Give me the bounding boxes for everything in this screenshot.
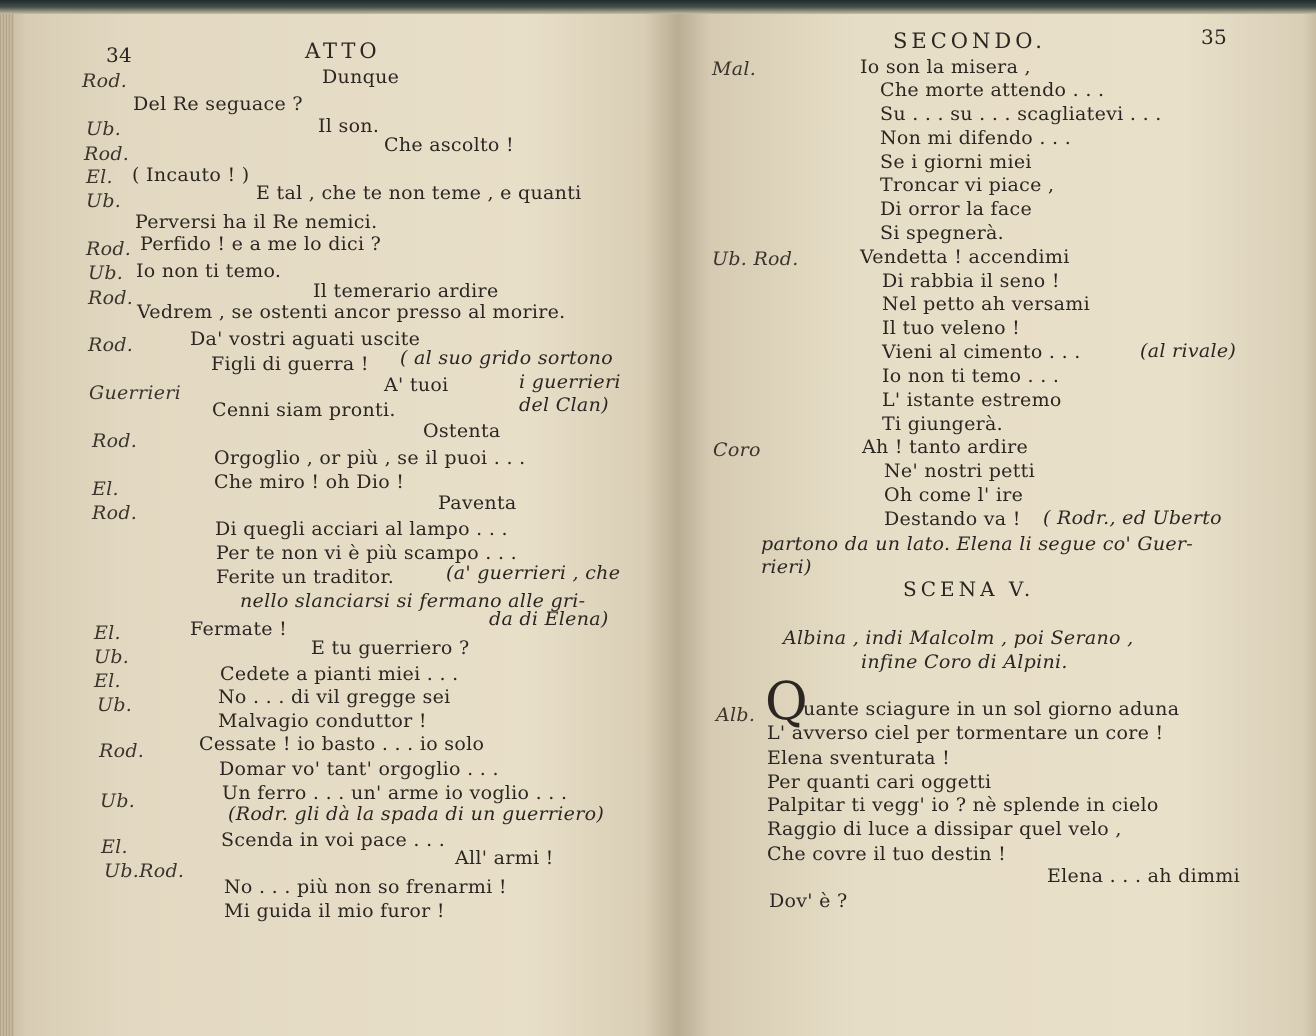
speaker: Rod. xyxy=(99,740,145,762)
verse-line: Ne' nostri petti xyxy=(884,460,1035,482)
verse-line: Destando va ! xyxy=(884,508,1021,530)
stage-direction: (al rivale) xyxy=(1140,340,1237,362)
verse-line: Che morte attendo . . . xyxy=(880,79,1105,101)
verse-line: L' avverso ciel per tormentare un core ! xyxy=(767,722,1164,744)
verse-line: Cenni siam pronti. xyxy=(212,399,396,421)
stage-direction: nello slanciarsi si fermano alle gri- xyxy=(240,590,586,612)
speaker: El. xyxy=(101,836,128,858)
speaker: Ub. xyxy=(100,790,136,812)
verse-line: Del Re seguace ? xyxy=(133,93,303,115)
stage-direction: ( Rodr., ed Uberto xyxy=(1043,507,1222,529)
verse-line: Per te non vi è più scampo . . . xyxy=(216,542,517,564)
speaker: El. xyxy=(94,670,121,692)
verse-line: Il tuo veleno ! xyxy=(882,317,1021,339)
verse-line: Non mi difendo . . . xyxy=(880,127,1072,149)
stage-direction: (a' guerrieri , che xyxy=(446,562,621,584)
speaker: Guerrieri xyxy=(89,382,182,404)
verse-line: Oh come l' ire xyxy=(884,484,1024,506)
speaker: Rod. xyxy=(88,334,134,356)
verse-line: Si spegnerà. xyxy=(880,222,1004,244)
verse-line: Vedrem , se ostenti ancor presso al morire. xyxy=(137,301,566,323)
verse-line: Che miro ! oh Dio ! xyxy=(214,471,405,493)
speaker: Rod. xyxy=(92,502,138,524)
scene-characters: Albina , indi Malcolm , poi Serano , xyxy=(783,627,1134,649)
verse-line: Il temerario ardire xyxy=(313,280,499,302)
verse-line: No . . . più non so frenarmi ! xyxy=(224,876,507,898)
speaker: El. xyxy=(92,478,119,500)
speaker: Ub. xyxy=(94,646,130,668)
stage-direction: rieri) xyxy=(761,556,812,578)
speaker: Ub. xyxy=(86,118,122,140)
speaker: Rod. xyxy=(84,143,130,165)
verse-line: Per quanti cari oggetti xyxy=(767,771,992,793)
verse-line: Mi guida il mio furor ! xyxy=(224,900,445,922)
stage-direction: ( al suo grido sortono xyxy=(400,347,613,369)
speaker: Coro xyxy=(713,439,761,461)
drop-cap: Q xyxy=(765,672,808,732)
verse-line: A' tuoi xyxy=(384,374,449,396)
verse-line: Vieni al cimento . . . xyxy=(882,341,1081,363)
verse-line: Troncar vi piace , xyxy=(880,174,1055,196)
page-number-left: 34 xyxy=(106,43,133,67)
verse-line: Nel petto ah versami xyxy=(882,293,1090,315)
speaker: Ub. xyxy=(88,262,124,284)
scene-heading: SCENA V. xyxy=(903,577,1035,601)
verse-line: Malvagio conduttor ! xyxy=(218,710,427,732)
verse-line: Elena . . . ah dimmi xyxy=(1047,865,1240,887)
verse-line: Che covre il tuo destin ! xyxy=(767,843,1007,865)
verse-line: Di quegli acciari al lampo . . . xyxy=(215,518,508,540)
running-header-right: SECONDO. xyxy=(893,29,1046,53)
verse-line: Domar vo' tant' orgoglio . . . xyxy=(219,758,499,780)
speaker: El. xyxy=(94,622,121,644)
verse-line: Orgoglio , or più , se il puoi . . . xyxy=(214,447,526,469)
speaker: Ub. Rod. xyxy=(712,248,799,270)
verse-line: Vendetta ! accendimi xyxy=(860,246,1070,268)
verse-line: All' armi ! xyxy=(455,847,554,869)
verse-line: Se i giorni miei xyxy=(880,151,1032,173)
verse-line: Ah ! tanto ardire xyxy=(862,436,1029,458)
page-edges xyxy=(0,0,14,1036)
verse-line: Perversi ha il Re nemici. xyxy=(135,211,378,233)
running-header-left: ATTO xyxy=(305,39,381,63)
verse-line: uante sciagure in un sol giorno aduna xyxy=(803,698,1180,720)
verse-line: Il son. xyxy=(318,115,380,137)
verse-line: Ostenta xyxy=(423,420,501,442)
stage-direction: da di Elena) xyxy=(489,608,609,630)
speaker: El. xyxy=(86,166,113,188)
verse-line: Elena sventurata ! xyxy=(767,747,951,769)
verse-line: Scenda in voi pace . . . xyxy=(221,829,446,851)
speaker: Mal. xyxy=(712,58,757,80)
verse-line: Dunque xyxy=(322,66,400,88)
speaker: Ub.Rod. xyxy=(104,860,185,882)
verse-line: Di rabbia il seno ! xyxy=(882,270,1060,292)
verse-line: Palpitar ti vegg' io ? nè splende in cielo xyxy=(767,794,1159,816)
verse-line: Io son la misera , xyxy=(860,56,1031,78)
verse-line: Da' vostri aguati uscite xyxy=(190,328,421,350)
verse-line: Ferite un traditor. xyxy=(216,566,395,588)
verse-line: No . . . di vil gregge sei xyxy=(218,686,451,708)
verse-line: Un ferro . . . un' arme io voglio . . . xyxy=(222,782,568,804)
stage-direction: partono da un lato. Elena li segue co' Guer- xyxy=(761,533,1193,555)
verse-line: Dov' è ? xyxy=(769,890,848,912)
speaker: Rod. xyxy=(92,430,138,452)
aside: ( Incauto ! ) xyxy=(132,164,250,186)
verse-line: E tu guerriero ? xyxy=(311,637,470,659)
speaker: Ub. xyxy=(97,694,133,716)
stage-direction: del Clan) xyxy=(519,394,609,416)
verse-line: Io non ti temo. xyxy=(136,260,282,282)
scene-characters: infine Coro di Alpini. xyxy=(861,651,1068,673)
verse-line: Cessate ! io basto . . . io solo xyxy=(199,733,485,755)
verse-line: Su . . . su . . . scagliatevi . . . xyxy=(880,103,1162,125)
verse-line: Paventa xyxy=(438,492,517,514)
verse-line: Ti giungerà. xyxy=(882,413,1003,435)
verse-line: Cedete a pianti miei . . . xyxy=(220,663,459,685)
verse-line: L' istante estremo xyxy=(882,389,1062,411)
verse-line: Di orror la face xyxy=(880,198,1033,220)
cover-edge xyxy=(0,0,1316,14)
speaker: Rod. xyxy=(82,70,128,92)
speaker: Rod. xyxy=(86,238,132,260)
verse-line: E tal , che te non teme , e quanti xyxy=(256,182,582,204)
stage-direction: i guerrieri xyxy=(519,371,621,393)
verse-line: Figli di guerra ! xyxy=(211,353,369,375)
verse-line: Io non ti temo . . . xyxy=(882,365,1060,387)
verse-line: Raggio di luce a dissipar quel velo , xyxy=(767,818,1122,840)
verse-line: Fermate ! xyxy=(190,618,288,640)
speaker: Alb. xyxy=(716,704,756,726)
stage-direction: (Rodr. gli dà la spada di un guerriero) xyxy=(228,803,605,825)
speaker: Rod. xyxy=(88,287,134,309)
verse-line: Perfido ! e a me lo dici ? xyxy=(140,233,382,255)
verse-line: Che ascolto ! xyxy=(384,134,514,156)
page-number-right: 35 xyxy=(1201,25,1228,49)
speaker: Ub. xyxy=(86,190,122,212)
